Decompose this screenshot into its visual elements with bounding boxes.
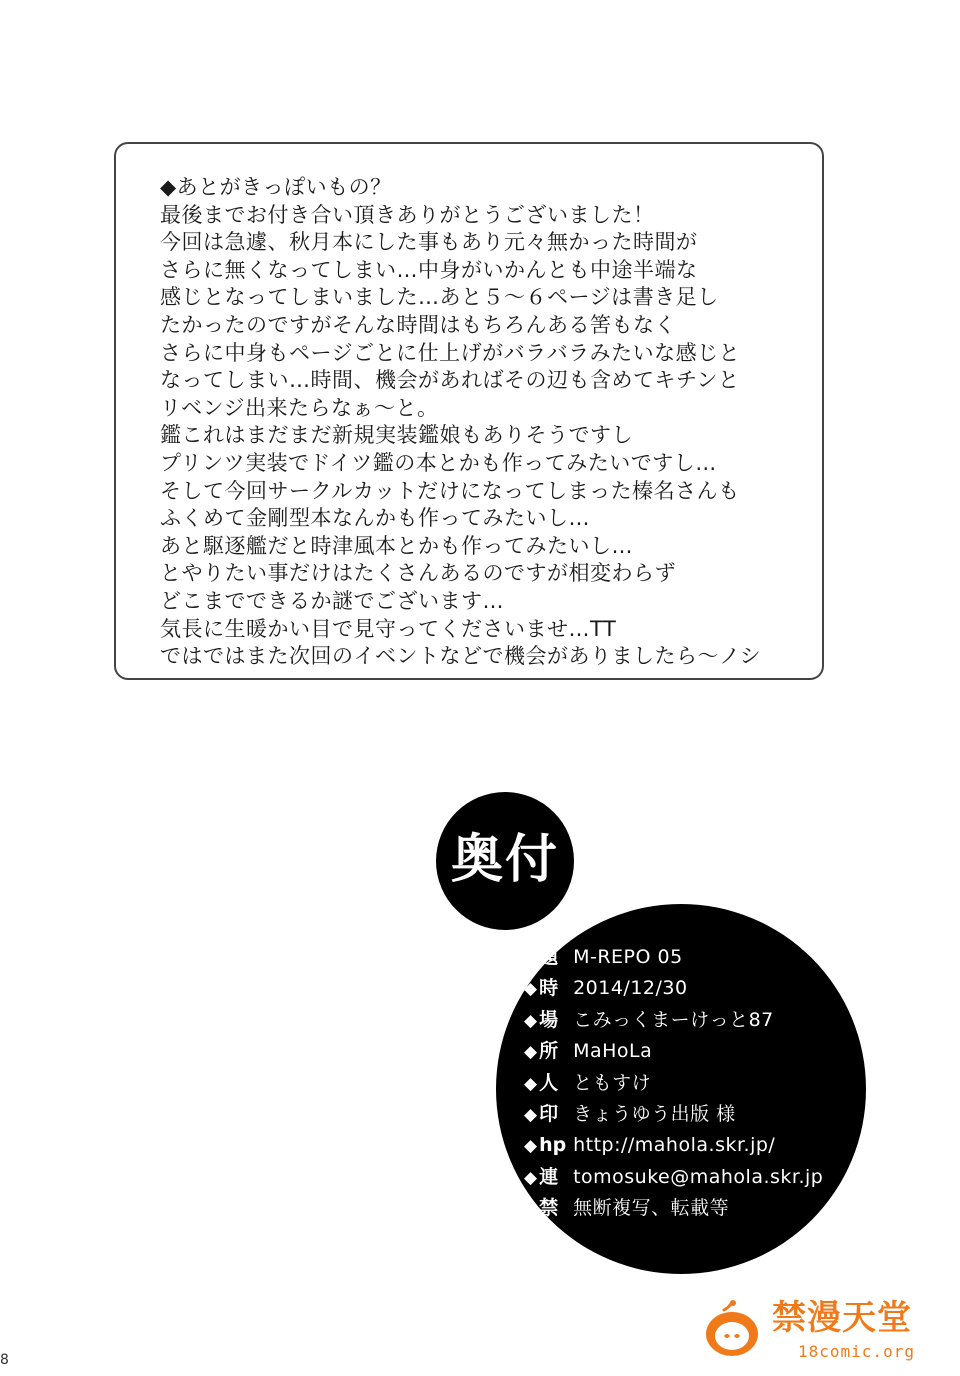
colophon-key: 題 [539,946,559,968]
colophon-value: MaHoLa [573,1040,653,1063]
diamond-icon: ◆ [524,1199,538,1220]
colophon-circle [496,904,866,1274]
afterword-line: たかったのですがそんな時間はもちろんある筈もなく [160,312,676,337]
watermark-text: 禁漫天堂 [772,1298,912,1338]
afterword-line: ◆あとがきっぽいもの？ [160,175,392,199]
colophon-entry-date [524,973,823,1004]
afterword-line: 感じとなってしまいました…あと５〜６ページは書き足し [160,285,719,310]
colophon-value: M-REPO 05 [573,946,683,968]
colophon-key: 連 [539,1165,559,1188]
afterword-line: そして今回サークルカットだけになってしまった榛名さんも [160,478,740,503]
colophon-entry-printer [524,1099,823,1130]
colophon-value: ともすけ [573,1071,652,1094]
afterword-text [160,174,800,671]
diamond-icon: ◆ [524,1010,538,1031]
afterword-line: あと駆逐艦だと時津風本とかも作ってみたいし… [160,533,633,558]
afterword-line: どこまでできるか謎でございます… [160,588,504,613]
colophon-value: tomosuke@mahola.skr.jp [573,1165,824,1188]
colophon-entry-circle [524,1036,823,1067]
colophon-value: きょうゆう出版 様 [573,1103,736,1126]
colophon-title: 奥付 [450,830,559,890]
colophon-title-circle [436,792,574,930]
colophon-value: こみっくまーけっと87 [573,1008,774,1031]
colophon-key: 場 [539,1008,559,1031]
colophon-entry-contact [524,1162,823,1193]
colophon-entry-title [524,942,823,973]
mascot-icon [700,1296,764,1360]
afterword-box [114,142,824,680]
afterword-line: 今回は急遽、秋月本にした事もあり元々無かった時間が [160,230,698,255]
colophon-entry-prohibited [524,1193,823,1224]
colophon-key: 時 [539,977,559,1000]
colophon-value: 2014/12/30 [573,977,688,1000]
afterword-line: さらに中身もページごとに仕上げがバラバラみたいな感じと [160,340,741,365]
page-number: 8 [0,1352,9,1368]
afterword-line: さらに無くなってしまい…中身がいかんとも中途半端な [160,257,698,282]
afterword-line: 鑑これはまだまだ新規実装鑑娘もありそうですし [160,423,633,448]
afterword-line: ではではまた次回のイベントなどで機会がありましたら〜ノシ [160,644,762,669]
colophon-entry-author [524,1068,823,1099]
diamond-icon: ◆ [524,1073,538,1094]
colophon-entry-venue [524,1005,823,1036]
colophon-key: 所 [539,1040,559,1063]
afterword-line: とやりたい事だけはたくさんあるのですが相変わらず [160,561,676,586]
colophon-list [524,942,823,1225]
colophon-entry-homepage [524,1130,823,1161]
diamond-icon: ◆ [524,1105,538,1126]
afterword-line: なってしまい…時間、機会があればその辺も含めてキチンと [160,368,740,393]
colophon-key: hp [539,1134,567,1157]
watermark-url: 18comic.org [798,1342,915,1361]
colophon-key: 人 [539,1071,559,1094]
afterword-line: 最後までお付き合い頂きありがとうございました！ [160,202,655,227]
afterword-line: 気長に生暖かい目で見守ってくださいませ…TT [160,616,617,641]
diamond-icon: ◆ [524,1136,538,1157]
afterword-line: リベンジ出来たらなぁ〜と。 [160,395,439,420]
colophon-key: 印 [539,1103,559,1126]
afterword-line: プリンツ実装でドイツ鑑の本とかも作ってみたいですし… [160,450,717,475]
diamond-icon: ◆ [524,1167,538,1188]
diamond-icon: ◆ [524,1042,538,1063]
diamond-icon: ◆ [524,948,538,968]
diamond-icon: ◆ [524,979,538,1000]
colophon-value: 無断複写、転載等 [573,1197,730,1220]
colophon-value: http://mahola.skr.jp/ [573,1134,776,1157]
watermark [700,1296,930,1368]
afterword-line: ふくめて金剛型本なんかも作ってみたいし… [160,506,590,531]
colophon-key: 禁 [539,1197,559,1220]
